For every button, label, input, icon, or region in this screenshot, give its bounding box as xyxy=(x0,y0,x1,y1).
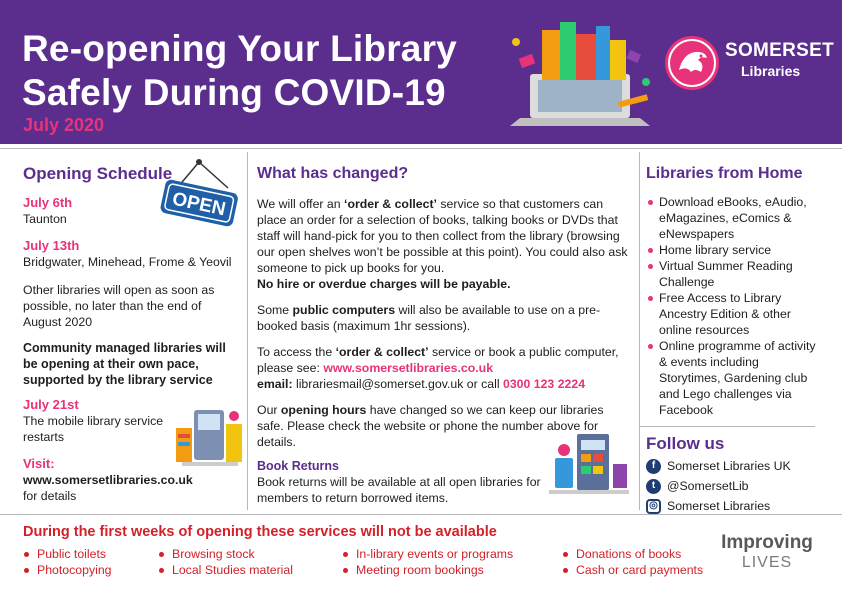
divider xyxy=(247,152,248,510)
unavailable-list-col1 xyxy=(23,546,112,578)
open-sign-icon xyxy=(158,158,240,230)
library-kiosk-illustration xyxy=(172,404,246,470)
date-july-13: July 13th xyxy=(23,238,80,253)
svg-text:OPEN: OPEN xyxy=(170,188,228,221)
facebook-link[interactable]: f Somerset Libraries UK xyxy=(646,456,824,476)
opening-hours-paragraph: Our opening hours have changed so we can keep our libraries safe. Please check the website or phone the number above for details. xyxy=(257,403,604,449)
access-paragraph: To access the ‘order & collect’ service or book a public computer, please see: www.somersetlibraries.co.uk email: librariesmail@somerset.gov.uk or call 0300 123 2224 xyxy=(257,345,619,391)
date-july-6-places: Taunton xyxy=(23,212,67,226)
divider xyxy=(639,152,640,510)
list-item: Donations of books xyxy=(562,546,703,562)
no-charges-note: No hire or overdue charges will be payable. xyxy=(257,277,511,291)
divider xyxy=(0,148,842,149)
twitter-link[interactable]: t @SomersetLib xyxy=(646,476,824,496)
opening-schedule-heading: Opening Schedule xyxy=(23,164,173,183)
list-item: Online programme of activity & events including Storytimes, Gardening club and Lego challenges via Facebook xyxy=(646,338,822,418)
list-item: Home library service xyxy=(646,242,822,258)
unavailable-list-col2 xyxy=(158,546,293,578)
twitter-icon: t xyxy=(646,479,661,494)
other-libraries-note: Other libraries will open as soon as possible, no later than the end of August 2020 xyxy=(23,283,215,329)
phone-number[interactable]: 0300 123 2224 xyxy=(502,377,586,391)
page-title: Re-opening Your Library Safely During COVID-19 xyxy=(22,28,457,113)
date-july-21: July 21st xyxy=(23,397,79,412)
libraries-from-home-section xyxy=(646,164,824,418)
order-collect-paragraph: We will offer an ‘order & collect’ service so that customers can place an order for a selection of books, talking books or DVDs that staff will hand-pick for you to then collect from the library (browsing our open shelves won’t be possible at this point). You could also ask someone to pick up books for you. xyxy=(257,197,628,275)
dragon-emblem-icon xyxy=(665,36,719,90)
follow-us-section xyxy=(646,434,824,516)
email-link[interactable]: librariesmail@somerset.gov.uk or call xyxy=(292,377,503,391)
list-item: Cash or card payments xyxy=(562,562,703,578)
book-returns-illustration xyxy=(547,428,631,498)
list-item: Meeting room bookings xyxy=(342,562,513,578)
instagram-icon: ◎ xyxy=(646,499,661,514)
issue-date: July 2020 xyxy=(23,115,105,135)
list-item: Download eBooks, eAudio, eMagazines, eComics & eNewspapers xyxy=(646,194,822,242)
date-july-6: July 6th xyxy=(23,195,73,210)
date-july-13-places: Bridgwater, Minehead, Frome & Yeovil xyxy=(23,255,232,269)
follow-us-heading: Follow us xyxy=(646,434,725,453)
improving-lives-logo: Improving LIVES xyxy=(721,532,813,571)
unavailable-list-col4 xyxy=(562,546,703,578)
visit-suffix: for details xyxy=(23,489,77,503)
list-item: Local Studies material xyxy=(158,562,293,578)
public-computers-paragraph: Some public computers will also be available to use on a pre-booked basis (maximum 1hr sessions). xyxy=(257,303,601,333)
somerset-libraries-logo: SOMERSET Libraries xyxy=(665,36,835,96)
what-changed-heading: What has changed? xyxy=(257,165,409,182)
instagram-link[interactable]: ◎ Somerset Libraries xyxy=(646,496,824,516)
book-returns-heading: Book Returns xyxy=(257,459,339,473)
community-libraries-note: Community managed libraries will be opening at their own pace, supported by the library service xyxy=(23,341,226,387)
list-item: Browsing stock xyxy=(158,546,293,562)
list-item: Public toilets xyxy=(23,546,112,562)
list-item: Virtual Summer Reading Challenge xyxy=(646,258,822,290)
facebook-icon: f xyxy=(646,459,661,474)
mobile-library-note: The mobile library service restarts xyxy=(23,414,164,444)
list-item: Free Access to Library Ancestry Edition & other online resources xyxy=(646,290,822,338)
visit-label: Visit: xyxy=(23,456,55,471)
list-item: In-library events or programs xyxy=(342,546,513,562)
list-item: Photocopying xyxy=(23,562,112,578)
website-link[interactable]: www.somersetlibraries.co.uk xyxy=(323,361,494,375)
header-banner xyxy=(0,0,842,144)
unavailable-list-col3 xyxy=(342,546,513,578)
books-laptop-illustration xyxy=(500,12,660,130)
visit-url-link[interactable]: www.somersetlibraries.co.uk xyxy=(23,473,193,487)
book-returns-text: Book returns will be available at all open libraries for members to return borrowed items. xyxy=(257,475,541,505)
divider xyxy=(639,426,815,427)
libraries-from-home-heading: Libraries from Home xyxy=(646,165,803,182)
unavailable-services-heading: During the first weeks of opening these services will not be available xyxy=(23,524,497,540)
